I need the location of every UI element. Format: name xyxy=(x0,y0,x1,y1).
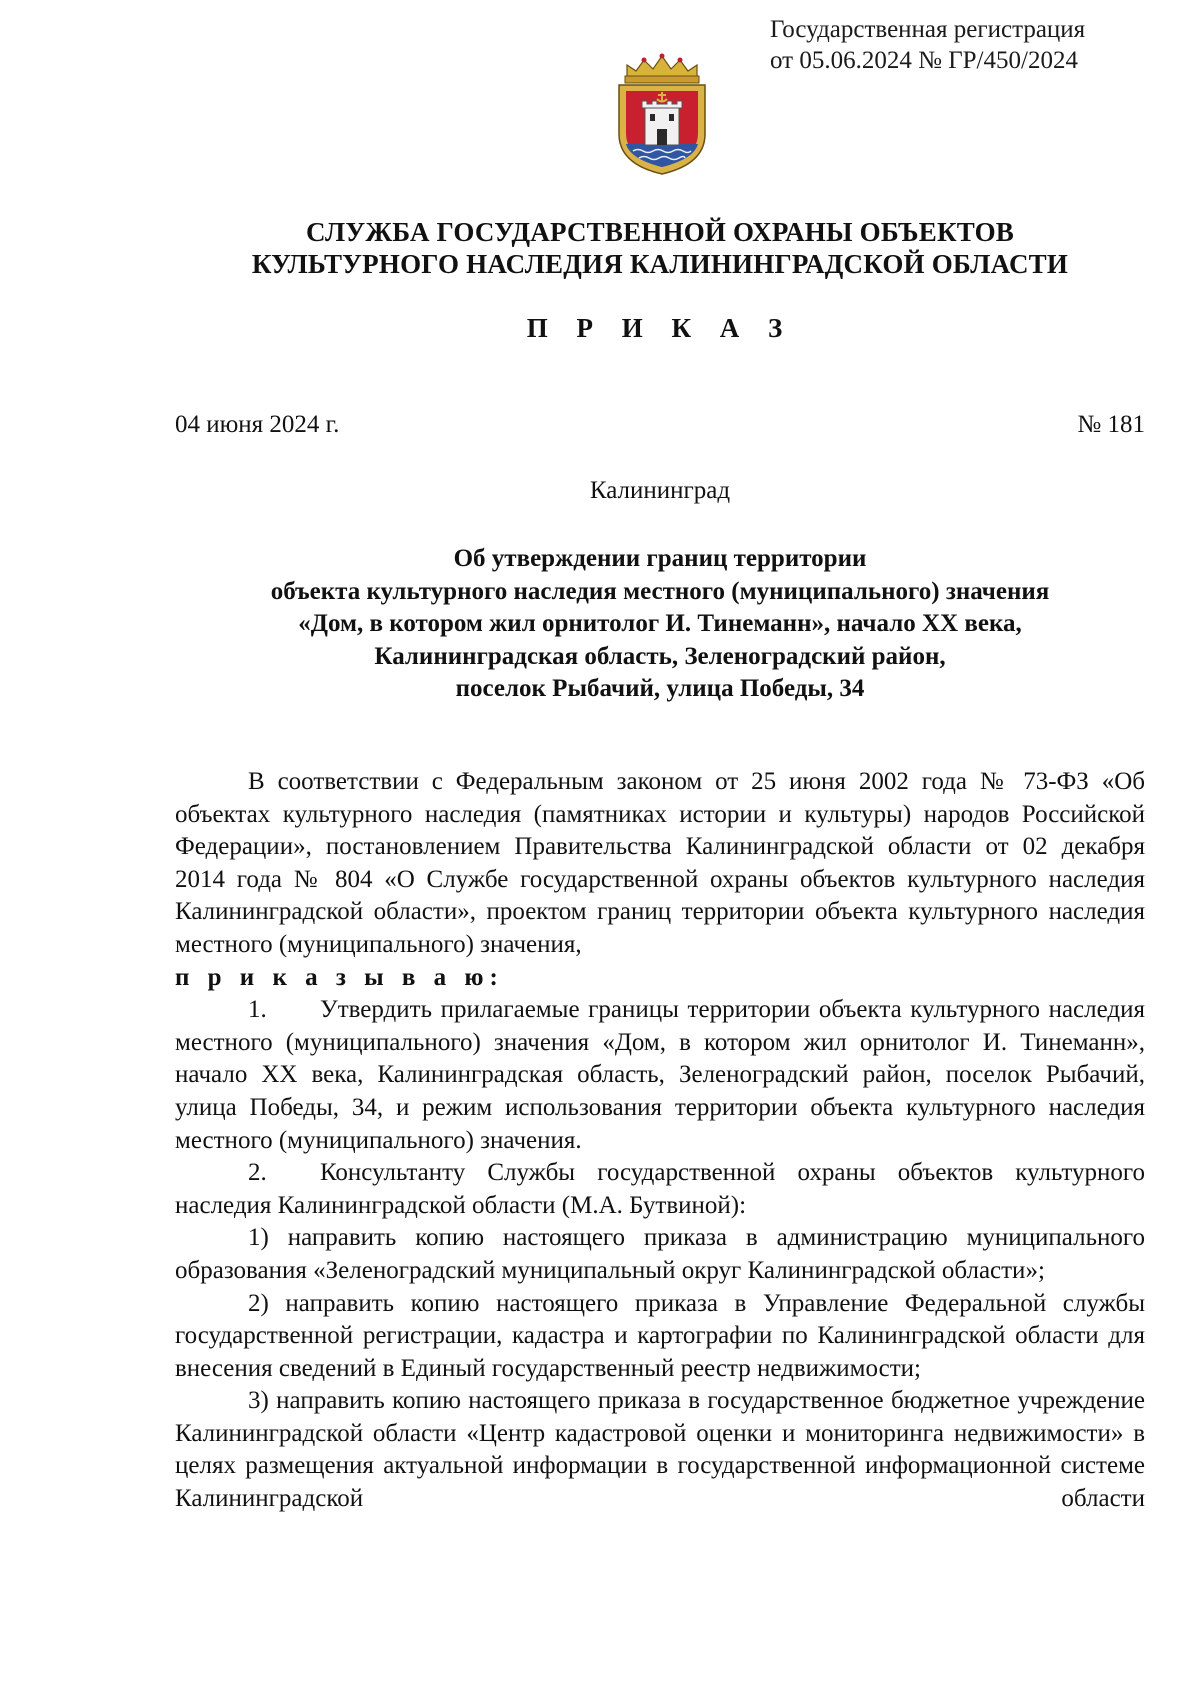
agency-name-line-1: СЛУЖБА ГОСУДАРСТВЕННОЙ ОХРАНЫ ОБЪЕКТОВ xyxy=(306,217,1014,247)
title-line-4: Калининградская область, Зеленоградский район, xyxy=(374,642,946,670)
order-body xyxy=(175,766,1145,1516)
item-2 xyxy=(175,1157,1145,1222)
order-city: Калининград xyxy=(589,477,731,504)
item-1 xyxy=(175,994,1145,1157)
subitem-1: 1) направить копию настоящего приказа в администрацию муниципального образования «Зеленоградский муниципальный округ Калининградской области»; xyxy=(175,1224,1145,1284)
item-2-text: Консультанту Службы государственной охраны объектов культурного наследия Калининградской области (М.А. Бутвиной): xyxy=(175,1159,1145,1219)
title-line-5: поселок Рыбачий, улица Победы, 34 xyxy=(455,675,865,702)
coat-of-arms-icon xyxy=(611,52,713,176)
agency-name-line-2: КУЛЬТУРНОГО НАСЛЕДИЯ КАЛИНИНГРАДСКОЙ ОБЛАСТИ xyxy=(251,249,1069,279)
title-line-1: Об утверждении границ территории xyxy=(453,545,867,572)
document-type: П Р И К А З xyxy=(526,313,794,343)
agency-name xyxy=(0,216,1200,280)
subitem-3: 3) направить копию настоящего приказа в государственное бюджетное учреждение Калининградской области «Центр кадастровой оценки и мониторинга недвижимости» в целях размещения актуальной информации в государственной информационной системе Калининградской области xyxy=(175,1387,1145,1513)
title-line-3: «Дом, в котором жил орнитолог И. Тинеманн», начало XX века, xyxy=(298,610,1022,637)
order-date: 04 июня 2024 г. xyxy=(175,411,340,438)
item-2-number: 2. xyxy=(248,1159,267,1187)
preamble-text: В соответствии с Федеральным законом от 25 июня 2002 года № 73-ФЗ «Об объектах культурного наследия (памятниках истории и культуры) народов Российской Федерации», постановлением Правительства Калининградской области от 02 декабря 2014 года № 804 «О Службе государственной охраны объектов культурного наследия Калининградской области», проектом границ территории объекта культурного наследия местного (муниципального) значения, xyxy=(175,768,1145,958)
preamble-paragraph xyxy=(175,766,1145,994)
registration-stamp xyxy=(770,14,1085,76)
order-number: № 181 xyxy=(1077,411,1145,438)
registration-line-2: от 05.06.2024 № ГР/450/2024 xyxy=(770,47,1078,74)
order-title xyxy=(0,543,1200,706)
directive-word: п р и к а з ы в а ю: xyxy=(175,963,504,991)
item-1-number: 1. xyxy=(248,996,267,1024)
item-1-text: Утвердить прилагаемые границы территории объекта культурного наследия местного (муниципального) значения «Дом, в котором жил орнитолог И. Тинеманн», начало XX века, Калининградская область, Зеленоградский район, поселок Рыбачий, улица Победы, 34, и режим использования территории объекта культурного наследия местного (муниципального) значения. xyxy=(175,996,1145,1154)
registration-line-1: Государственная регистрация xyxy=(770,16,1086,43)
subitem-2: 2) направить копию настоящего приказа в Управление Федеральной службы государственной регистрации, кадастра и картографии по Калининградской области для внесения сведений в Единый государственный реестр недвижимости; xyxy=(175,1289,1145,1382)
title-line-2: объекта культурного наследия местного (муниципального) значения xyxy=(270,577,1050,605)
